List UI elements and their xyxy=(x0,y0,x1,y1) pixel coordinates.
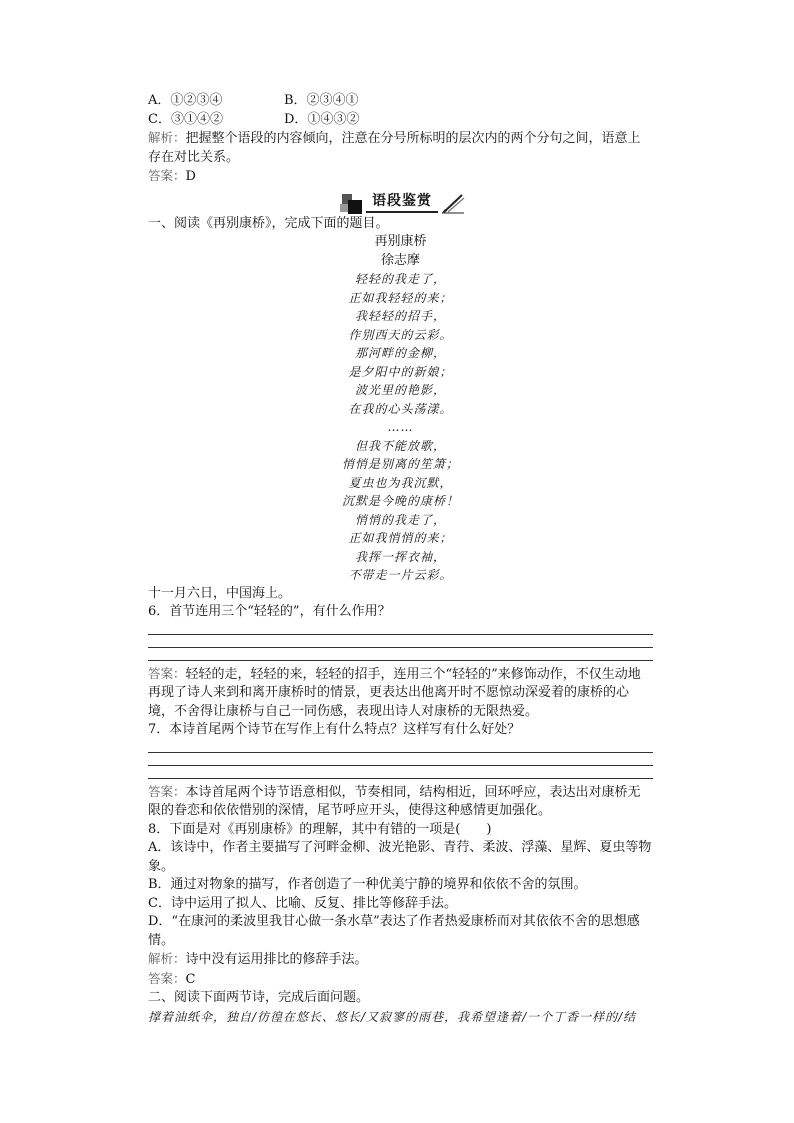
options-row-2 xyxy=(148,111,653,130)
option-b: B．②③④① xyxy=(284,93,359,108)
poem-line: 我轻轻的招手， xyxy=(354,309,446,323)
answer-label: 答案： xyxy=(148,665,186,681)
q8-answer xyxy=(148,970,653,990)
answer-blank-line xyxy=(148,635,653,648)
q6-question: 6．首节连用三个“轻轻的”，有什么作用？ xyxy=(148,604,391,619)
squares-icon xyxy=(340,192,366,214)
document-page xyxy=(148,92,653,1026)
q8-option-a: A．该诗中，作者主要描写了河畔金柳、波光艳影、青荇、柔波、浮藻、星辉、夏虫等物象。 xyxy=(148,840,652,874)
q8-option-d: D．“在康河的柔波里我甘心做一条水草”表达了作者热爱康桥而对其依依不舍的思想感情。 xyxy=(148,914,640,948)
poem-title: 再别康桥 xyxy=(374,234,427,249)
answer-blank-line xyxy=(148,740,653,753)
poem-line: 正如我悄悄的来； xyxy=(348,531,453,545)
poem-line: 悄悄是别离的笙箫； xyxy=(341,457,459,471)
answer-blank-line xyxy=(148,648,653,661)
part1-intro: 一、阅读《再别康桥》，完成下面的题目。 xyxy=(148,215,389,231)
poem-line: 作别西天的云彩。 xyxy=(348,327,453,342)
poem-line: 正如我轻轻的来； xyxy=(348,290,453,305)
section-title: 语段鉴赏 xyxy=(366,192,438,213)
answer-label: 答案： xyxy=(148,783,186,799)
poem-line: 轻轻的我走了， xyxy=(354,272,446,286)
q8-analysis xyxy=(148,950,653,970)
analysis-text: 把握整个语段的内容倾向，注意在分号所标明的层次内的两个分句之间，语意上存在对比关系。 xyxy=(148,131,641,165)
poem-line: 是夕阳中的新娘； xyxy=(348,364,453,379)
poem-line: 在我的心头荡漾。 xyxy=(348,401,453,416)
analysis-text: 诗中没有运用排比的修辞手法。 xyxy=(185,952,368,967)
answer-text: D xyxy=(185,169,196,184)
q8-option-b: B．通过对物象的描写，作者创造了一种优美宁静的境界和依依不舍的氛围。 xyxy=(148,877,587,892)
analysis-label: 解析： xyxy=(148,130,186,145)
poem-line: 那河畔的金柳， xyxy=(354,346,446,360)
poem-date: 十一月六日，中国海上。 xyxy=(148,585,292,601)
answer-blank-line xyxy=(148,622,653,635)
poem-line: 波光里的艳影， xyxy=(354,383,446,397)
section-banner xyxy=(340,191,472,215)
part2-intro: 二、阅读下面两节诗，完成后面问题。 xyxy=(148,990,370,1005)
answer-label: 答案： xyxy=(148,168,186,183)
answer-blank-line xyxy=(148,753,653,766)
q8-question: 8．下面是对《再别康桥》的理解，其中有错的一项是( ) xyxy=(148,821,492,837)
poem-ellipsis: …… xyxy=(387,420,414,434)
pen-icon xyxy=(440,192,466,214)
q6-answer xyxy=(148,665,653,722)
q7-question: 7．本诗首尾两个诗节在写作上有什么特点？这样写有什么好处？ xyxy=(148,722,521,737)
answer-text: C xyxy=(185,971,196,987)
poem-line: 沉默是今晚的康桥！ xyxy=(341,494,459,508)
answer-blank-line xyxy=(148,766,653,779)
option-a: A．①②③④ xyxy=(148,93,223,108)
poem-line: 不带走一片云彩。 xyxy=(348,568,453,582)
answer-label: 答案： xyxy=(148,970,186,986)
poem-line: 但我不能放歌， xyxy=(354,438,446,453)
poem-line: 夏虫也为我沉默， xyxy=(348,475,453,490)
poem-line: 悄悄的我走了， xyxy=(354,512,446,527)
part2-poem-start: 撑着油纸伞，独自/彷徨在悠长、悠长/又寂寥的雨巷，我希望逢着/一个丁香一样的/结 xyxy=(148,1009,637,1024)
poem-body xyxy=(148,270,653,585)
option-c: C．③①④② xyxy=(148,111,223,127)
q8-option-c: C．诗中运用了拟人、比喻、反复、排比等修辞手法。 xyxy=(148,895,457,911)
option-d: D．①④③② xyxy=(284,111,360,127)
q7-answer xyxy=(148,783,653,821)
q5-answer xyxy=(148,167,653,187)
poem-line: 我挥一挥衣袖， xyxy=(354,549,446,564)
answer-text: 本诗首尾两个诗节语意相似，节奏相同，结构相近，回环呼应，表达出对康桥无限的眷恋和依依惜别的深情，尾节呼应开头，使得这种感情更加强化。 xyxy=(148,784,641,818)
poem-author: 徐志摩 xyxy=(380,252,420,268)
options-row-1 xyxy=(148,92,653,111)
answer-text: 轻轻的走，轻轻的来，轻轻的招手，连用三个“轻轻的”来修饰动作，不仅生动地再现了诗人来到和离开康桥时的情景，更表达出他离开时不愿惊动深爱着的康桥的心境，不舍得让康桥与自己一同伤感，表现出诗人对康桥的无限热爱。 xyxy=(148,666,641,719)
analysis-label: 解析： xyxy=(148,951,186,966)
q5-analysis xyxy=(148,129,653,167)
